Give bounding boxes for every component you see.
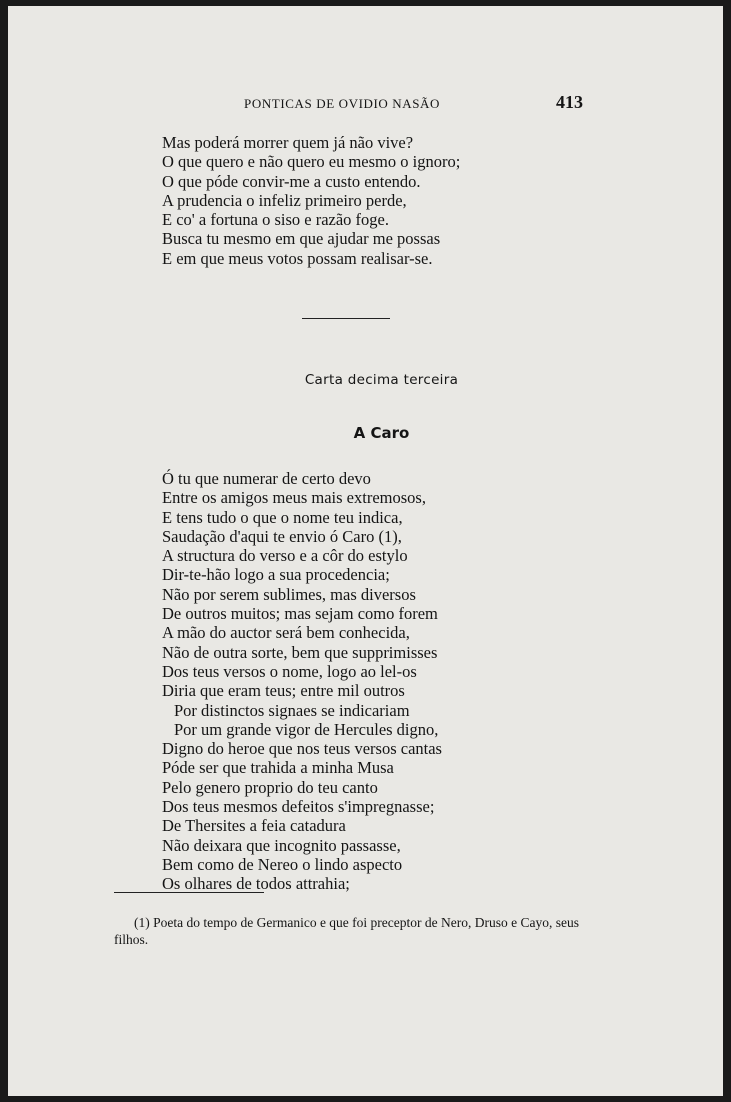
- verse-line: Diria que eram teus; entre mil outros: [162, 681, 405, 701]
- verse-line: De outros muitos; mas sejam como forem: [162, 604, 438, 624]
- section-divider: [302, 318, 390, 319]
- verse-line: Dir-te-hão logo a sua procedencia;: [162, 565, 390, 585]
- running-head: PONTICAS DE OVIDIO NASÃO: [244, 96, 441, 111]
- verse-line: Entre os amigos meus mais extremosos,: [162, 488, 426, 508]
- letter-heading: Carta decima terceira: [304, 372, 459, 388]
- verse-line: E em que meus votos possam realisar-se.: [162, 248, 433, 268]
- book-page: [8, 6, 723, 1096]
- footnote: (1) Poeta do tempo de Germanico e que foi preceptor de Nero, Druso e Cayo, seus filhos.: [114, 915, 579, 947]
- verse-line: Não por serem sublimes, mas diversos: [162, 584, 416, 604]
- verse-line: Não de outra sorte, bem que supprimisses: [162, 642, 438, 662]
- verse-line: Por distinctos signaes se indicariam: [174, 700, 410, 720]
- verse-line: Os olhares de todos attrahia;: [162, 874, 350, 894]
- verse-line: Por um grande vigor de Hercules digno,: [174, 719, 439, 739]
- verse-line: Digno do heroe que nos teus versos cantas: [162, 739, 442, 759]
- verse-line: Não deixara que incognito passasse,: [162, 835, 401, 855]
- letter-addressee: A Caro: [353, 424, 410, 442]
- verse-line: E co' a fortuna o siso e razão foge.: [162, 210, 390, 230]
- verse-line: E tens tudo o que o nome teu indica,: [162, 507, 403, 527]
- verse-line: O que quero e não quero eu mesmo o ignoro;: [162, 152, 461, 172]
- verse-line: A mão do auctor será bem conhecida,: [162, 623, 410, 643]
- verse-line: Dos teus versos o nome, logo ao lel-os: [162, 661, 417, 681]
- page-number: 413: [556, 92, 583, 112]
- verse-line: Dos teus mesmos defeitos s'impregnasse;: [162, 797, 435, 817]
- verse-stanza-1: [162, 133, 460, 268]
- verse-line: A prudencia o infeliz primeiro perde,: [162, 190, 407, 210]
- verse-line: Mas poderá morrer quem já não vive?: [162, 133, 414, 152]
- page-header: [8, 92, 723, 118]
- verse-line: De Thersites a feia catadura: [162, 816, 346, 836]
- verse-line: Bem como de Nereo o lindo aspecto: [162, 854, 403, 874]
- verse-stanza-2: [162, 469, 442, 894]
- verse-line: Póde ser que trahida a minha Musa: [162, 758, 394, 778]
- footnote-divider: [114, 892, 264, 893]
- verse-line: Saudação d'aqui te envio ó Caro (1),: [162, 526, 402, 546]
- verse-line: Ó tu que numerar de certo devo: [162, 469, 371, 488]
- verse-line: Pelo genero proprio do teu canto: [162, 777, 378, 797]
- verse-line: O que póde convir-me a custo entendo.: [162, 171, 421, 191]
- verse-line: A structura do verso e a côr do estylo: [162, 546, 408, 566]
- verse-line: Busca tu mesmo em que ajudar me possas: [162, 229, 441, 249]
